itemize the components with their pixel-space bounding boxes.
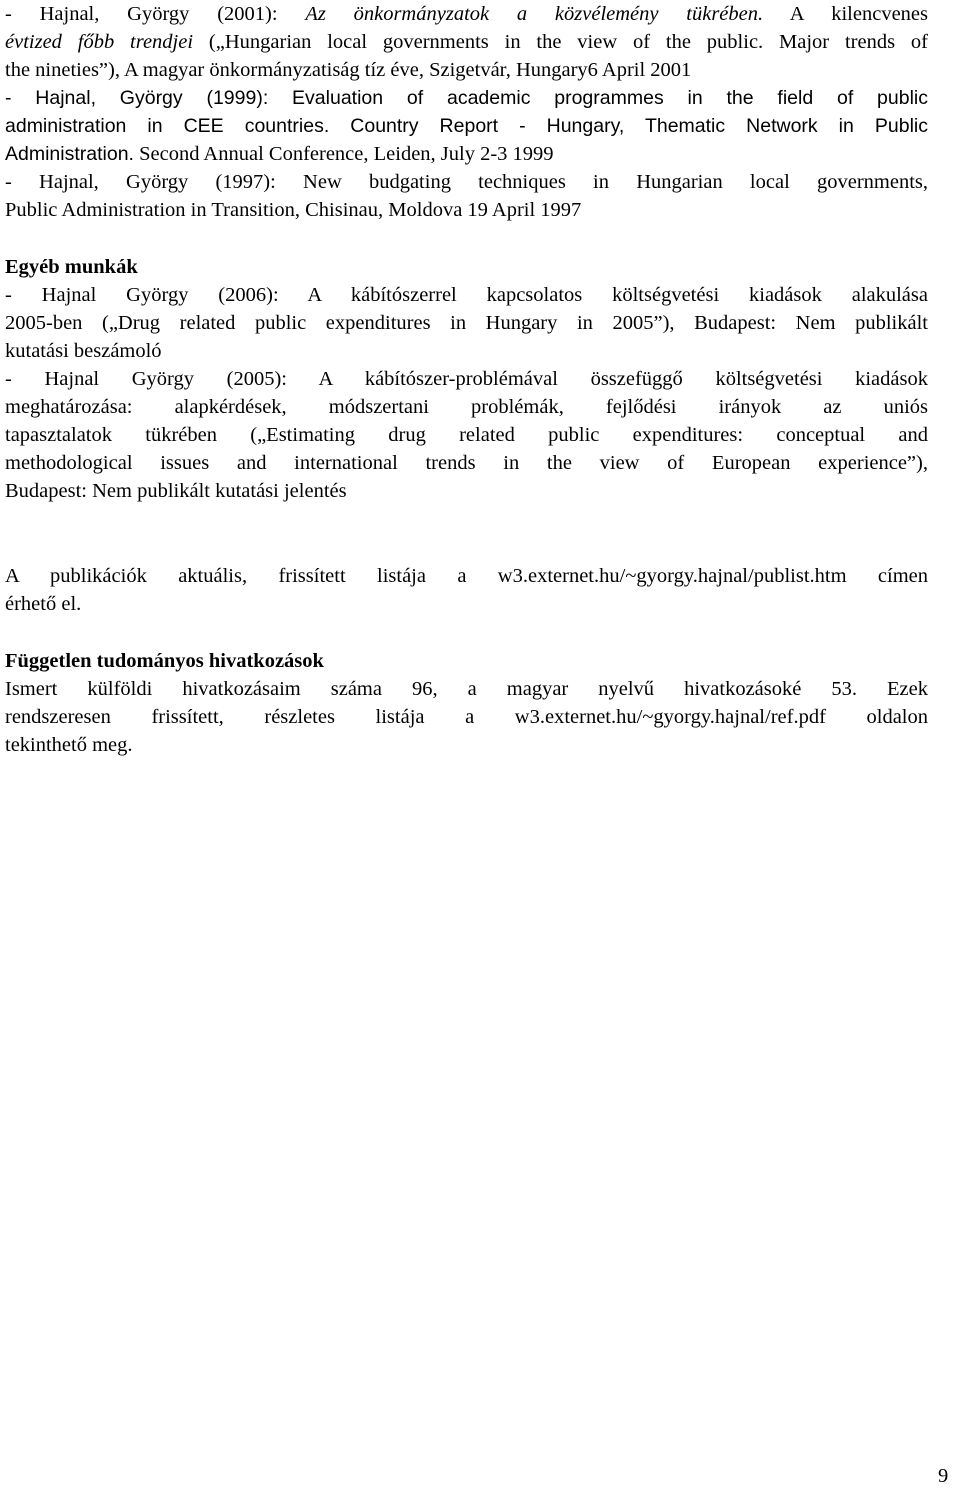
other-work-2006-line-2: 2005-ben („Drug related public expenditures in Hungary in 2005”), Budapest: Nem publikált xyxy=(5,312,928,334)
reference-hajnal-1999-line-2 xyxy=(5,112,928,140)
section-heading-other-works: Egyéb munkák xyxy=(5,256,138,278)
other-work-2005-line-2: meghatározása: alapkérdések, módszertani problémák, fejlődési irányok az uniós xyxy=(5,396,928,418)
reference-hajnal-1997-line-1: - Hajnal, György (1997): New budgating techniques in Hungarian local governments, xyxy=(5,171,928,193)
reference-text: Administration. xyxy=(5,143,134,165)
other-work-2005-line-3: tapasztalatok tükrében („Estimating drug related public expenditures: conceptual and xyxy=(5,424,928,446)
reference-hajnal-2001-line-2 xyxy=(5,28,928,56)
reference-hajnal-1999-line-3 xyxy=(5,140,928,168)
reference-hajnal-2001-line-1 xyxy=(5,0,928,28)
reference-text: A kilencvenes xyxy=(763,3,928,25)
page-number: 9 xyxy=(938,1465,949,1487)
section-heading-citations: Független tudományos hivatkozások xyxy=(5,650,324,672)
reference-title-italic: évtized főbb trendjei xyxy=(5,31,194,53)
reference-text: („Hungarian local governments in the view of the public. Major trends of xyxy=(193,31,928,53)
other-work-2006-line-1: - Hajnal György (2006): A kábítószerrel kapcsolatos költségvetési kiadások alakulása xyxy=(5,284,928,306)
other-work-2006-line-3: kutatási beszámoló xyxy=(5,340,162,362)
reference-hajnal-1999-line-1: - Hajnal, György (1999): Evaluation of academic programmes in the field of public xyxy=(5,87,928,109)
reference-text: Country Report - Hungary, Thematic Network in Public xyxy=(329,115,928,137)
citations-line-3: tekinthető meg. xyxy=(5,734,133,756)
citations-line-1: Ismert külföldi hivatkozásaim száma 96, a magyar nyelvű hivatkozásoké 53. Ezek xyxy=(5,678,928,700)
reference-text: administration in CEE countries. xyxy=(5,115,330,137)
other-work-2005-line-4: methodological issues and international trends in the view of European experience”), xyxy=(5,452,928,474)
publist-note-line-2: érhető el. xyxy=(5,593,82,615)
reference-text: Second Annual Conference, Leiden, July 2-3 1999 xyxy=(133,143,554,165)
reference-author-year: - Hajnal, György (2001): xyxy=(5,3,306,25)
publist-note-line-1: A publikációk aktuális, frissített listája a w3.externet.hu/~gyorgy.hajnal/publist.htm címen xyxy=(5,565,928,587)
other-work-2005-line-1: - Hajnal György (2005): A kábítószer-problémával összefüggő költségvetési kiadások xyxy=(5,368,928,390)
reference-hajnal-2001-line-3: the nineties”), A magyar önkormányzatiság tíz éve, Szigetvár, Hungary6 April 2001 xyxy=(5,59,692,81)
citations-line-2: rendszeresen frissített, részletes listája a w3.externet.hu/~gyorgy.hajnal/ref.pdf oldalon xyxy=(5,706,928,728)
reference-hajnal-1997-line-2: Public Administration in Transition, Chisinau, Moldova 19 April 1997 xyxy=(5,199,582,221)
other-work-2005-line-5: Budapest: Nem publikált kutatási jelentés xyxy=(5,480,347,502)
reference-title-italic: Az önkormányzatok a közvélemény tükrében. xyxy=(305,3,764,25)
